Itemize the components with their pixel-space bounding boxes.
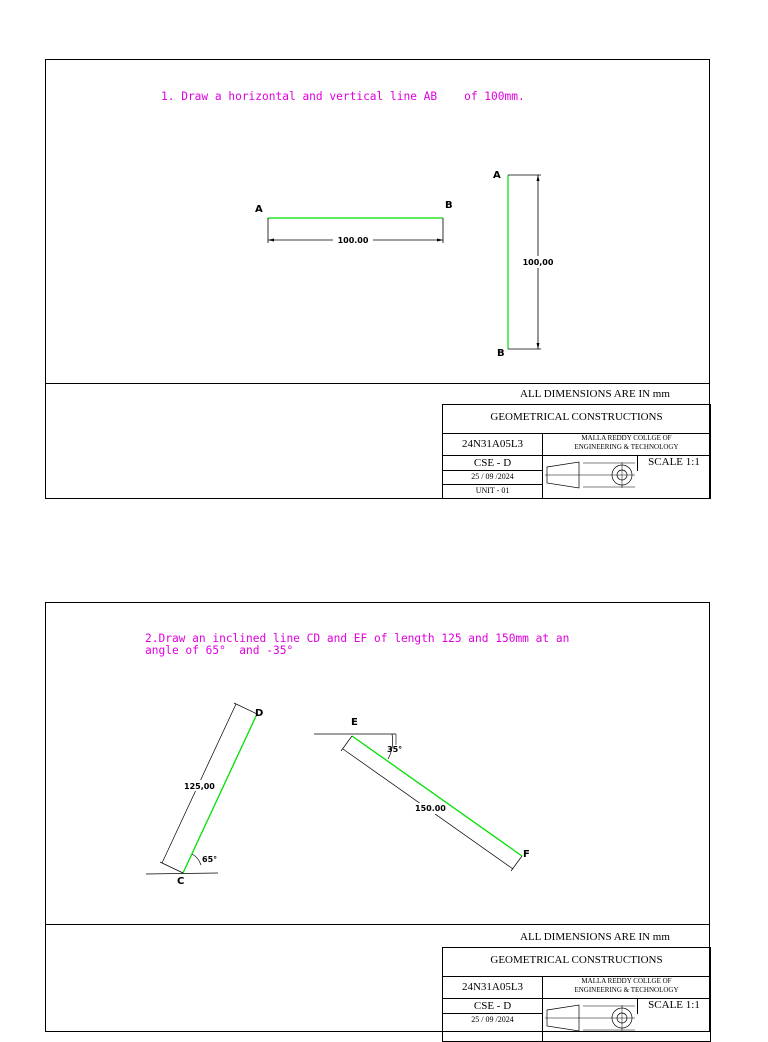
label-b-horizontal: B xyxy=(445,200,453,211)
title-block-divider xyxy=(46,383,709,384)
dim-horizontal-100: 100.00 xyxy=(337,236,369,245)
extension-line-d xyxy=(234,703,257,714)
drawing-sheet-1 xyxy=(45,59,710,499)
dim-vertical-100: 100,00 xyxy=(522,258,554,267)
label-e: E xyxy=(351,717,358,728)
unit: UNIT - 01 xyxy=(475,486,510,495)
arrowhead xyxy=(437,239,443,242)
label-a-horizontal: A xyxy=(255,204,263,215)
projection-symbol-icon xyxy=(543,457,637,497)
angle-arc-65 xyxy=(192,854,201,865)
label-b-vertical: B xyxy=(497,348,505,359)
question-2-line2: angle of 65° and -35° xyxy=(145,644,294,657)
title-block-divider xyxy=(46,924,709,925)
college-name-line2: ENGINEERING & TECHNOLOGY xyxy=(574,986,679,994)
all-dimensions-note: ALL DIMENSIONS ARE IN mm xyxy=(520,388,670,400)
divider xyxy=(443,470,542,471)
scale: SCALE 1:1 xyxy=(648,999,700,1011)
dim-ef-150: 150.00 xyxy=(415,804,446,813)
college-name-line2: ENGINEERING & TECHNOLOGY xyxy=(574,443,679,451)
college-name-line1: MALLA REDDY COLLGE OF xyxy=(581,977,672,985)
inclined-line-ef xyxy=(352,736,522,856)
label-a-vertical: A xyxy=(493,170,501,181)
scale: SCALE 1:1 xyxy=(648,456,700,468)
drawing-area-1 xyxy=(46,60,709,382)
date: 25 / 09 /2024 xyxy=(471,1015,514,1024)
angle-35: 35° xyxy=(387,745,403,754)
title-block xyxy=(442,404,711,499)
arrowhead xyxy=(537,343,540,349)
label-d: D xyxy=(255,708,264,719)
drawing-area-2 xyxy=(46,603,709,923)
divider xyxy=(443,1013,542,1014)
roll-number: 24N31A05L3 xyxy=(461,438,524,450)
extension-line-c xyxy=(160,862,183,873)
divider xyxy=(443,484,542,485)
question-1: 1. Draw a horizontal and vertical line AB of 100mm. xyxy=(161,90,525,103)
dim-cd-125: 125,00 xyxy=(184,782,215,791)
branch: CSE - D xyxy=(473,457,512,469)
extension-line-e xyxy=(341,736,352,751)
title-block-title: GEOMETRICAL CONSTRUCTIONS xyxy=(490,411,663,423)
label-f: F xyxy=(523,849,530,860)
branch: CSE - D xyxy=(473,1000,512,1012)
projection-symbol-icon xyxy=(543,1000,637,1040)
angle-65: 65° xyxy=(202,855,218,864)
question-2-line1: 2.Draw an inclined line CD and EF of length 125 and 150mm at an xyxy=(145,632,570,645)
title-block xyxy=(442,947,711,1042)
reference-line-c xyxy=(146,873,218,874)
roll-number: 24N31A05L3 xyxy=(461,981,524,993)
label-c: C xyxy=(177,876,185,887)
arrowhead xyxy=(268,239,274,242)
title-block-title: GEOMETRICAL CONSTRUCTIONS xyxy=(490,954,663,966)
all-dimensions-note: ALL DIMENSIONS ARE IN mm xyxy=(520,931,670,943)
arrowhead xyxy=(537,175,540,181)
date: 25 / 09 /2024 xyxy=(471,472,514,481)
drawing-sheet-2 xyxy=(45,602,710,1032)
college-name-line1: MALLA REDDY COLLGE OF xyxy=(581,434,672,442)
